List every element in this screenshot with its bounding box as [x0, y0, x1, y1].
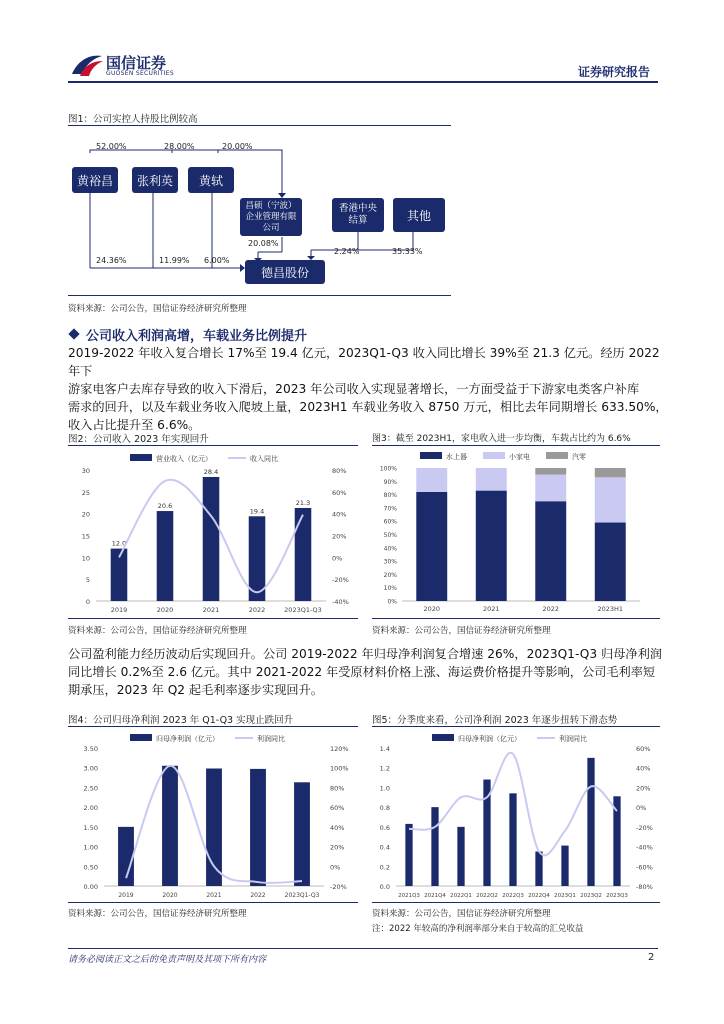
- pct-zhang-liying-top: 28.00%: [164, 142, 195, 151]
- para2-line: 期承压，2023 年 Q2 起毛利率逐步实现回升。: [68, 683, 323, 697]
- y-tick-label: 3.00: [83, 764, 98, 773]
- x-tick-label: 2023Q1: [554, 893, 576, 899]
- fig4-title-rule: [68, 726, 358, 727]
- y2-tick-label: 0%: [330, 863, 341, 872]
- data-label: 19.4: [249, 507, 265, 516]
- y2-tick-label: 20%: [636, 784, 651, 793]
- legend-label: 收入同比: [250, 455, 278, 463]
- net-profit-chart: [68, 730, 358, 900]
- holder-huang-shi: 黄轼: [188, 167, 234, 193]
- pct-zhang-liying-direct: 11.99%: [159, 256, 190, 265]
- fig3-source: 资料来源：公司公告，国信证券经济研究所整理: [372, 626, 551, 636]
- y2-tick-label: 40%: [636, 764, 651, 773]
- bar: [249, 516, 266, 601]
- bar: [561, 846, 568, 886]
- y-tick-label: 25: [81, 488, 90, 497]
- y2-tick-label: 60%: [330, 804, 345, 813]
- revenue-chart: [68, 450, 358, 615]
- y-tick-label: 0.8: [379, 804, 390, 813]
- pct-changshuo: 20.08%: [248, 239, 279, 248]
- pct-huang-yuchang-top: 52.00%: [96, 142, 127, 151]
- y2-tick-label: -40%: [636, 843, 653, 852]
- fig1-title-rule: [68, 125, 451, 126]
- bar: [294, 782, 310, 886]
- company-dechang: 德昌股份: [245, 260, 325, 284]
- bar: [587, 758, 594, 886]
- y2-tick-label: 80%: [330, 784, 345, 793]
- para1-line: 2019-2022 年收入复合增长 17%至 19.4 亿元，2023Q1-Q3 收入同比增长 39%至 21.3 亿元。经历 2022 年下: [68, 346, 660, 378]
- bar: [295, 508, 312, 601]
- y-tick-label: 15: [81, 532, 90, 541]
- y-tick-label: 70%: [383, 505, 397, 513]
- legend-swatch: [420, 452, 442, 459]
- legend-label: 归母净利润（亿元）: [156, 735, 219, 743]
- fig1-bottom-rule: [68, 295, 451, 296]
- pct-huang-yuchang-direct: 24.36%: [96, 256, 127, 265]
- x-tick-label: 2020: [162, 892, 178, 899]
- bar: [457, 827, 464, 886]
- y-tick-label: 3.50: [83, 745, 98, 753]
- fig2-source: 资料来源：公司公告，国信证券经济研究所整理: [68, 626, 247, 636]
- y2-tick-label: 100%: [330, 764, 349, 773]
- para2: [68, 645, 668, 699]
- y-tick-label: 20%: [383, 571, 397, 579]
- legend-label: 水上器: [446, 453, 467, 461]
- fig1-source: 资料来源：公司公告，国信证券经济研究所整理: [68, 304, 247, 314]
- data-label: 28.4: [203, 467, 219, 476]
- y-tick-label: 1.00: [83, 843, 98, 852]
- x-tick-label: 2023Q3: [606, 893, 628, 899]
- y2-tick-label: -80%: [636, 883, 653, 891]
- bar: [431, 807, 438, 886]
- x-tick-label: 2021Q4: [424, 893, 446, 899]
- y2-tick-label: 20%: [330, 843, 345, 852]
- para2-line: 同比增长 0.2%至 2.6 亿元。其中 2021-2022 年受原材料价格上涨、海运费价格提升等影响，公司毛利率短: [68, 665, 656, 679]
- y2-tick-label: 0%: [636, 804, 647, 813]
- x-tick-label: 2023Q2: [580, 893, 602, 899]
- fig5-title: 图5：分季度来看，公司净利润 2023 年逐步扭转下滑态势: [372, 715, 618, 726]
- x-tick-label: 2021: [206, 892, 222, 899]
- bar: [157, 511, 174, 601]
- y-tick-label: 1.4: [379, 745, 390, 753]
- page-number: 2: [648, 952, 655, 963]
- logo-cn: 国信证券: [106, 54, 167, 72]
- y2-tick-label: 80%: [332, 467, 347, 475]
- bar: [405, 824, 412, 886]
- quarterly-profit-chart: [372, 730, 660, 900]
- stacked-bar-segment: [595, 523, 626, 601]
- y-tick-label: 0.4: [379, 843, 390, 852]
- legend-label: 利润同比: [559, 735, 587, 743]
- legend-label: 利润同比: [257, 735, 285, 743]
- fig1-title: 图1：公司实控人持股比例较高: [68, 114, 198, 125]
- legend-swatch: [483, 452, 505, 459]
- legend-swatch: [546, 452, 568, 459]
- pct-others: 35.33%: [392, 247, 423, 256]
- y2-tick-label: -60%: [636, 863, 653, 872]
- section-bullet-icon: [68, 328, 79, 339]
- y2-tick-label: -20%: [636, 823, 653, 832]
- footer-rule: [68, 948, 658, 949]
- data-label: 12.0: [111, 539, 127, 548]
- x-tick-label: 2020: [423, 605, 441, 613]
- x-tick-label: 2020: [156, 606, 174, 614]
- fig3-title-rule: [372, 445, 660, 446]
- bar: [250, 769, 266, 886]
- y-tick-label: 1.2: [379, 764, 390, 773]
- bar: [509, 793, 516, 886]
- pct-huang-shi-top: 20.00%: [222, 142, 253, 151]
- report-type: 证券研究报告: [578, 65, 651, 79]
- stacked-bar-segment: [595, 477, 626, 522]
- x-tick-label: 2022Q4: [528, 893, 550, 899]
- x-tick-label: 2023H1: [597, 605, 624, 613]
- x-tick-label: 2019: [118, 892, 134, 899]
- para1: [68, 344, 668, 434]
- y-tick-label: 0.2: [379, 863, 390, 872]
- fig3-title: 图3：截至 2023H1，家电收入进一步均衡，车载占比约为 6.6%: [372, 434, 631, 444]
- x-tick-label: 2022: [250, 892, 266, 899]
- x-tick-label: 2022Q1: [450, 893, 472, 899]
- y-tick-label: 0%: [387, 598, 397, 606]
- y-tick-label: 10%: [383, 585, 397, 593]
- y-tick-label: 0: [85, 598, 90, 606]
- fig5-source: 资料来源：公司公告，国信证券经济研究所整理: [372, 909, 551, 919]
- entity-hk-clearing: 香港中央结算: [332, 198, 384, 232]
- y-tick-label: 0.00: [83, 883, 98, 891]
- holder-zhang-liying: 张利英: [132, 167, 178, 193]
- legend-swatch: [130, 734, 152, 741]
- fig4-title: 图4：公司归母净利润 2023 年 Q1-Q3 实现止跌回升: [68, 715, 294, 726]
- stacked-bar-segment: [535, 475, 566, 502]
- y2-tick-label: 60%: [636, 745, 651, 753]
- y-tick-label: 2.00: [83, 804, 98, 813]
- x-tick-label: 2022Q2: [476, 893, 498, 899]
- x-tick-label: 2023Q1-Q3: [284, 606, 322, 614]
- revenue-mix-chart: [372, 450, 660, 615]
- y2-tick-label: 20%: [332, 532, 347, 541]
- y2-tick-label: -20%: [330, 883, 347, 891]
- x-tick-label: 2021: [482, 605, 500, 613]
- legend-label: 汽零: [572, 453, 586, 461]
- stacked-bar-segment: [416, 468, 447, 492]
- stacked-bar-segment: [416, 492, 447, 601]
- fig2-title-rule: [68, 445, 358, 446]
- y-tick-label: 40%: [383, 545, 397, 553]
- legend-label: 归母净利润（亿元）: [458, 735, 521, 743]
- fig5-note: 注：2022 年较高的净利润率部分来自于较高的汇兑收益: [372, 924, 584, 934]
- pct-huang-shi-direct: 6.00%: [204, 256, 230, 265]
- y-tick-label: 1.50: [83, 823, 98, 832]
- fig4-source: 资料来源：公司公告，国信证券经济研究所整理: [68, 909, 247, 919]
- y-tick-label: 0.0: [379, 883, 390, 891]
- fig5-title-rule: [372, 726, 660, 727]
- y-tick-label: 5: [85, 576, 90, 585]
- x-tick-label: 2023Q1-Q3: [284, 892, 320, 899]
- y-tick-label: 2.50: [83, 784, 98, 793]
- y2-tick-label: 60%: [332, 488, 347, 497]
- para1-line: 收入占比提升至 6.6%。: [68, 418, 201, 432]
- x-tick-label: 2022: [248, 606, 266, 614]
- bar: [535, 852, 542, 887]
- fig2-bottom-rule: [68, 618, 358, 619]
- x-tick-label: 2019: [110, 606, 128, 614]
- holder-huang-yuchang: 黄裕昌: [72, 167, 118, 193]
- fig2-title: 图2：公司收入 2023 年实现回升: [68, 434, 209, 445]
- bar: [206, 769, 222, 886]
- y2-tick-label: 40%: [330, 823, 345, 832]
- logo-en: GUOSEN SECURITIES: [106, 70, 175, 77]
- legend-label: 营业收入（亿元）: [156, 455, 212, 463]
- y-tick-label: 0.6: [379, 823, 390, 832]
- y-tick-label: 0.50: [83, 863, 98, 872]
- para1-line: 游家电客户去库存导致的收入下滑后，2023 年公司收入实现显著增长，一方面受益于下游家电类客户补库: [68, 382, 640, 396]
- x-tick-label: 2022Q3: [502, 893, 524, 899]
- pct-hk-clearing: 2.24%: [334, 247, 360, 256]
- y2-tick-label: -40%: [332, 598, 349, 606]
- data-label: 21.3: [295, 498, 311, 507]
- x-tick-label: 2022: [542, 605, 560, 613]
- data-label: 20.6: [157, 502, 173, 511]
- y-tick-label: 10: [81, 554, 90, 563]
- y2-tick-label: 40%: [332, 510, 347, 519]
- entity-others: 其他: [393, 198, 445, 232]
- y-tick-label: 100%: [379, 465, 397, 473]
- y-tick-label: 80%: [383, 492, 397, 500]
- stacked-bar-segment: [595, 468, 626, 477]
- x-tick-label: 2021Q3: [398, 893, 420, 899]
- y-tick-label: 1.0: [379, 784, 390, 793]
- y2-tick-label: 0%: [332, 554, 343, 563]
- fig5-bottom-rule: [372, 902, 660, 903]
- bar: [162, 766, 178, 886]
- y-tick-label: 60%: [383, 518, 397, 526]
- legend-swatch: [432, 734, 454, 741]
- guosen-logo-mark: [70, 52, 104, 78]
- y2-tick-label: 120%: [330, 745, 349, 753]
- stacked-bar-segment: [535, 468, 566, 475]
- y-tick-label: 50%: [383, 532, 397, 539]
- header-rule: [68, 81, 658, 83]
- fig4-bottom-rule: [68, 902, 358, 903]
- y-tick-label: 20: [81, 510, 90, 519]
- para1-line: 需求的回升，以及车载业务收入爬坡上量，2023H1 车载业务收入 8750 万元，相比去年同期增长 633.50%，: [68, 400, 668, 414]
- legend-swatch: [130, 454, 152, 461]
- fig3-bottom-rule: [372, 618, 660, 619]
- y-tick-label: 90%: [383, 478, 397, 486]
- entity-changshuo: 昌硕（宁波）企业管理有限公司: [240, 198, 302, 236]
- y2-tick-label: -20%: [332, 576, 349, 585]
- stacked-bar-segment: [535, 501, 566, 601]
- footer-disclaimer: 请务必阅读正文之后的免责声明及其项下所有内容: [68, 955, 267, 965]
- section-heading: 公司收入利润高增，车载业务比例提升: [86, 329, 308, 344]
- x-tick-label: 2021: [202, 606, 220, 614]
- y-tick-label: 30%: [383, 558, 397, 566]
- stacked-bar-segment: [476, 468, 507, 491]
- bar: [203, 477, 220, 601]
- legend-label: 小家电: [509, 453, 530, 461]
- stacked-bar-segment: [476, 491, 507, 601]
- para2-line: 公司盈利能力经历波动后实现回升。公司 2019-2022 年归母净利润复合增速 26%，2023Q1-Q3 归母净利润: [68, 647, 662, 661]
- y-tick-label: 30: [81, 467, 90, 475]
